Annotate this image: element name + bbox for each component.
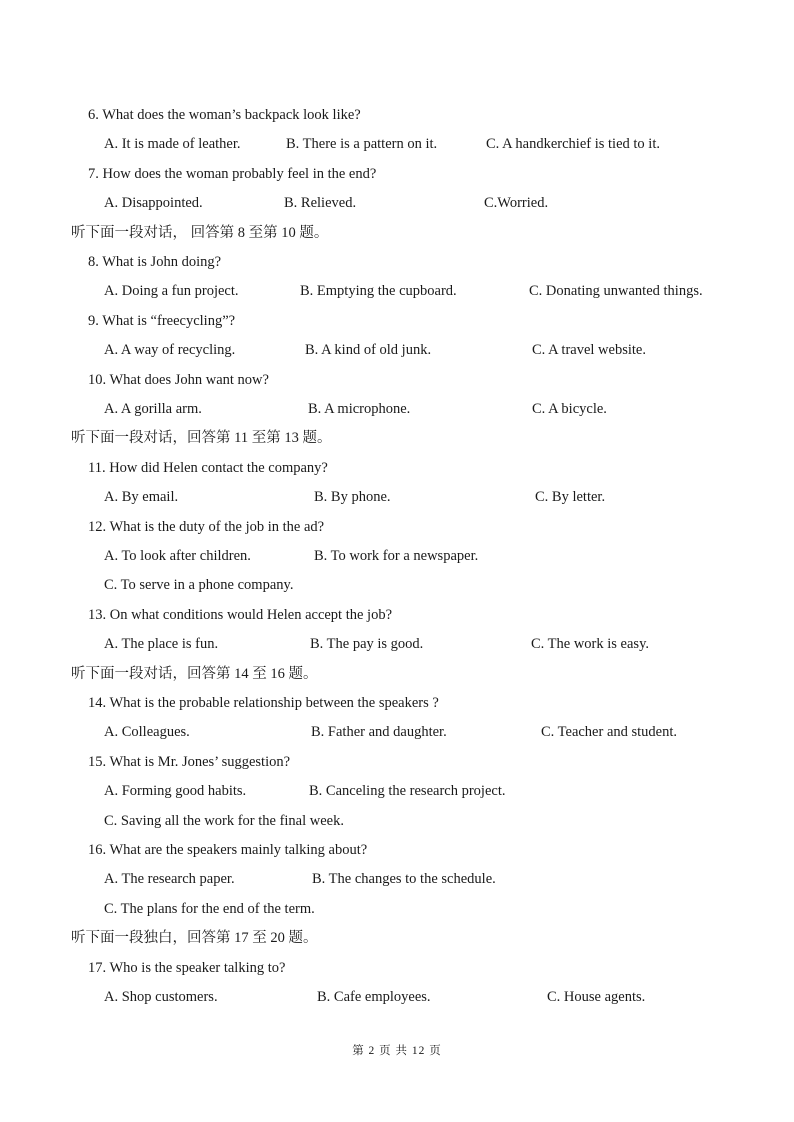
answer-option: C. House agents. [547, 989, 646, 1005]
answer-option: A. Forming good habits. [104, 783, 247, 800]
question-text: 16. What are the speakers mainly talking about? [88, 842, 368, 858]
answer-option: C. A travel website. [532, 342, 646, 359]
question-text: 6. What does the woman’s backpack look like? [88, 107, 361, 123]
answer-option: B. Cafe employees. [317, 989, 431, 1005]
answer-option: B. Relieved. [284, 195, 357, 212]
answer-option: C. The plans for the end of the term. [104, 900, 315, 917]
answer-option: B. The changes to the schedule. [312, 871, 496, 888]
answer-option: B. Father and daughter. [311, 724, 447, 741]
question-text: 17. Who is the speaker talking to? [88, 959, 286, 976]
answer-option: B. By phone. [314, 489, 391, 506]
answer-option: A. Shop customers. [104, 989, 218, 1005]
question-text: 9. What is “freecycling”? [88, 312, 236, 329]
section-instruction: 听下面一段对话，回答第 14 至 16 题。 [71, 665, 318, 682]
section-instruction: 听下面一段对话， 回答第 8 至第 10 题。 [71, 224, 329, 241]
section-instruction: 听下面一段独白，回答第 17 至 20 题。 [71, 930, 318, 947]
question-text: 15. What is Mr. Jones’ suggestion? [88, 753, 291, 770]
section-instruction: 听下面一段对话，回答第 11 至第 13 题。 [71, 430, 332, 447]
answer-option: B. There is a pattern on it. [286, 136, 438, 153]
answer-option: C. To serve in a phone company. [104, 577, 294, 594]
answer-option: C. Saving all the work for the final week. [104, 812, 344, 829]
answer-option: A. It is made of leather. [104, 136, 241, 153]
answer-option: A. The research paper. [104, 871, 235, 888]
answer-option: C. Donating unwanted things. [529, 283, 703, 300]
question-text: 8. What is John doing? [88, 254, 222, 270]
answer-option: B. Emptying the cupboard. [300, 283, 457, 300]
answer-option: A. A way of recycling. [104, 342, 236, 359]
page-number-footer: 第 2 页 共 12 页 [352, 1045, 442, 1057]
question-text: 12. What is the duty of the job in the ad? [88, 518, 325, 535]
answer-option: B. Canceling the research project. [309, 783, 506, 800]
answer-option: A. By email. [104, 489, 179, 506]
answer-option: B. A microphone. [308, 401, 411, 417]
answer-option: C.Worried. [484, 195, 549, 212]
question-text: 13. On what conditions would Helen accept the job? [88, 606, 393, 623]
question-text: 11. How did Helen contact the company? [88, 459, 328, 476]
question-text: 14. What is the probable relationship between the speakers ? [88, 695, 439, 711]
answer-option: A. Colleagues. [104, 724, 190, 741]
answer-option: B. A kind of old junk. [305, 342, 432, 359]
answer-option: A. The place is fun. [104, 636, 219, 653]
answer-option: B. The pay is good. [310, 636, 424, 653]
question-text: 7. How does the woman probably feel in the end? [88, 165, 377, 182]
answer-option: A. A gorilla arm. [104, 401, 202, 417]
answer-option: C. The work is easy. [531, 636, 649, 653]
answer-option: C. A bicycle. [532, 401, 607, 417]
answer-option: C. By letter. [535, 489, 606, 506]
question-text: 10. What does John want now? [88, 371, 269, 388]
answer-option: A. Doing a fun project. [104, 283, 239, 300]
answer-option: A. To look after children. [104, 548, 251, 564]
answer-option: C. Teacher and student. [541, 724, 678, 741]
answer-option: C. A handkerchief is tied to it. [486, 136, 660, 153]
answer-option: A. Disappointed. [104, 195, 203, 212]
answer-option: B. To work for a newspaper. [314, 548, 479, 564]
